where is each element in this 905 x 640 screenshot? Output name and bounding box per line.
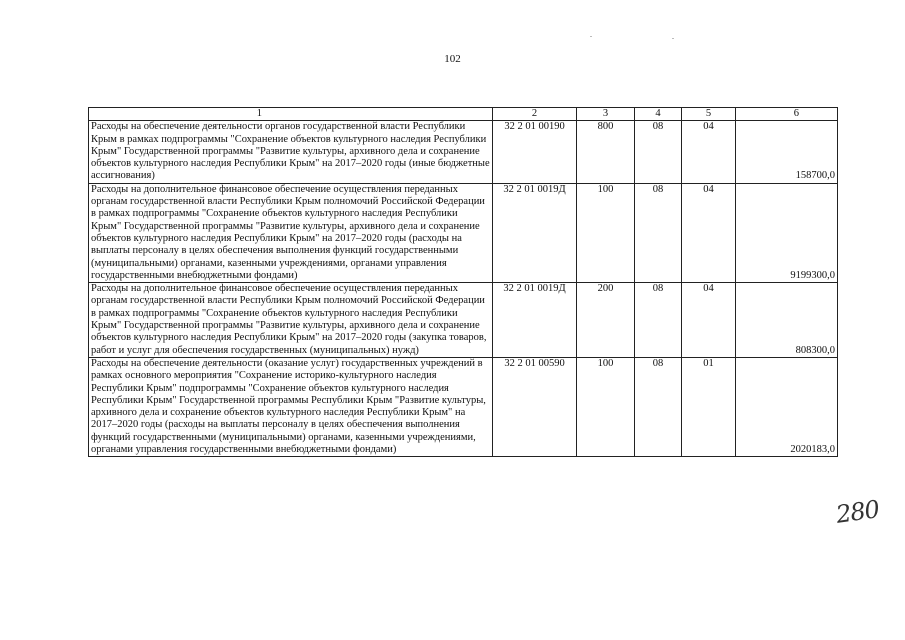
header-col-3: 3 (577, 108, 635, 121)
scan-speck (590, 36, 592, 37)
header-col-4: 4 (635, 108, 682, 121)
row-amount: 9199300,0 (736, 183, 838, 282)
row-col4: 08 (635, 283, 682, 358)
header-col-2: 2 (493, 108, 577, 121)
row-code: 32 2 01 0019Д (493, 183, 577, 282)
row-amount: 2020183,0 (736, 357, 838, 456)
table-body (89, 121, 838, 457)
page-number: 102 (444, 53, 461, 65)
header-col-6: 6 (736, 108, 838, 121)
row-col4: 08 (635, 183, 682, 282)
row-col5: 01 (682, 357, 736, 456)
table-header (89, 108, 838, 121)
row-description: Расходы на обеспечение деятельности (оказание услуг) государственных учреждений в рамках основного мероприятия "Сохранение историко-культурного наследия Республики Крым" подпрограммы "Сохранение объектов культурного наследия Республики Крым" Государственной программы Республики Крым "Развитие культуры, архивного дела и сохранение объектов культурного наследия Республики Крым" на 2017–2020 годы (расходы на выплаты персоналу в целях обеспечения выполнения функций государственными (муниципальными) органами, казенными учреждениями, органами управления государственными внебюджетными фондами) (89, 357, 493, 456)
table-row (89, 121, 838, 183)
row-col4: 08 (635, 357, 682, 456)
row-description: Расходы на дополнительное финансовое обеспечение осуществления переданных органам государственной власти Республики Крым полномочий Российской Федерации в рамках подпрограммы "Сохранение объектов культурного наследия Республики Крым" Государственной программы "Развитие культуры, архивного дела и сохранение объектов культурного наследия Республики Крым" на 2017–2020 годы (закупка товаров, работ и услуг для обеспечения государственных (муниципальных) нужд) (89, 283, 493, 358)
row-col3: 800 (577, 121, 635, 183)
scan-speck (672, 38, 674, 39)
header-col-5: 5 (682, 108, 736, 121)
row-amount: 808300,0 (736, 283, 838, 358)
row-col5: 04 (682, 183, 736, 282)
table-row (89, 357, 838, 456)
row-col3: 100 (577, 357, 635, 456)
header-row (89, 108, 838, 121)
row-code: 32 2 01 0019Д (493, 283, 577, 358)
table-row (89, 283, 838, 358)
row-col3: 200 (577, 283, 635, 358)
row-col4: 08 (635, 121, 682, 183)
header-col-1: 1 (89, 108, 493, 121)
handwritten-page-number: 280 (834, 495, 881, 529)
row-code: 32 2 01 00190 (493, 121, 577, 183)
budget-table (88, 107, 838, 457)
row-col5: 04 (682, 283, 736, 358)
row-amount: 158700,0 (736, 121, 838, 183)
table-row (89, 183, 838, 282)
row-description: Расходы на обеспечение деятельности органов государственной власти Республики Крым в рамках подпрограммы "Сохранение объектов культурного наследия Республики Крым" Государственной программы "Развитие культуры, архивного дела и сохранение объектов культурного наследия Республики Крым" на 2017–2020 годы (иные бюджетные ассигнования) (89, 121, 493, 183)
row-col3: 100 (577, 183, 635, 282)
row-col5: 04 (682, 121, 736, 183)
row-code: 32 2 01 00590 (493, 357, 577, 456)
row-description: Расходы на дополнительное финансовое обеспечение осуществления переданных органам государственной власти Республики Крым полномочий Российской Федерации в рамках подпрограммы "Сохранение объектов культурного наследия Республики Крым" Государственной программы "Развитие культуры, архивного дела и сохранение объектов культурного наследия Республики Крым" на 2017–2020 годы (расходы на выплаты персоналу в целях обеспечения выполнения функций государственными (муниципальными) органами, казенными учреждениями, органами управления государственными внебюджетными фондами) (89, 183, 493, 282)
